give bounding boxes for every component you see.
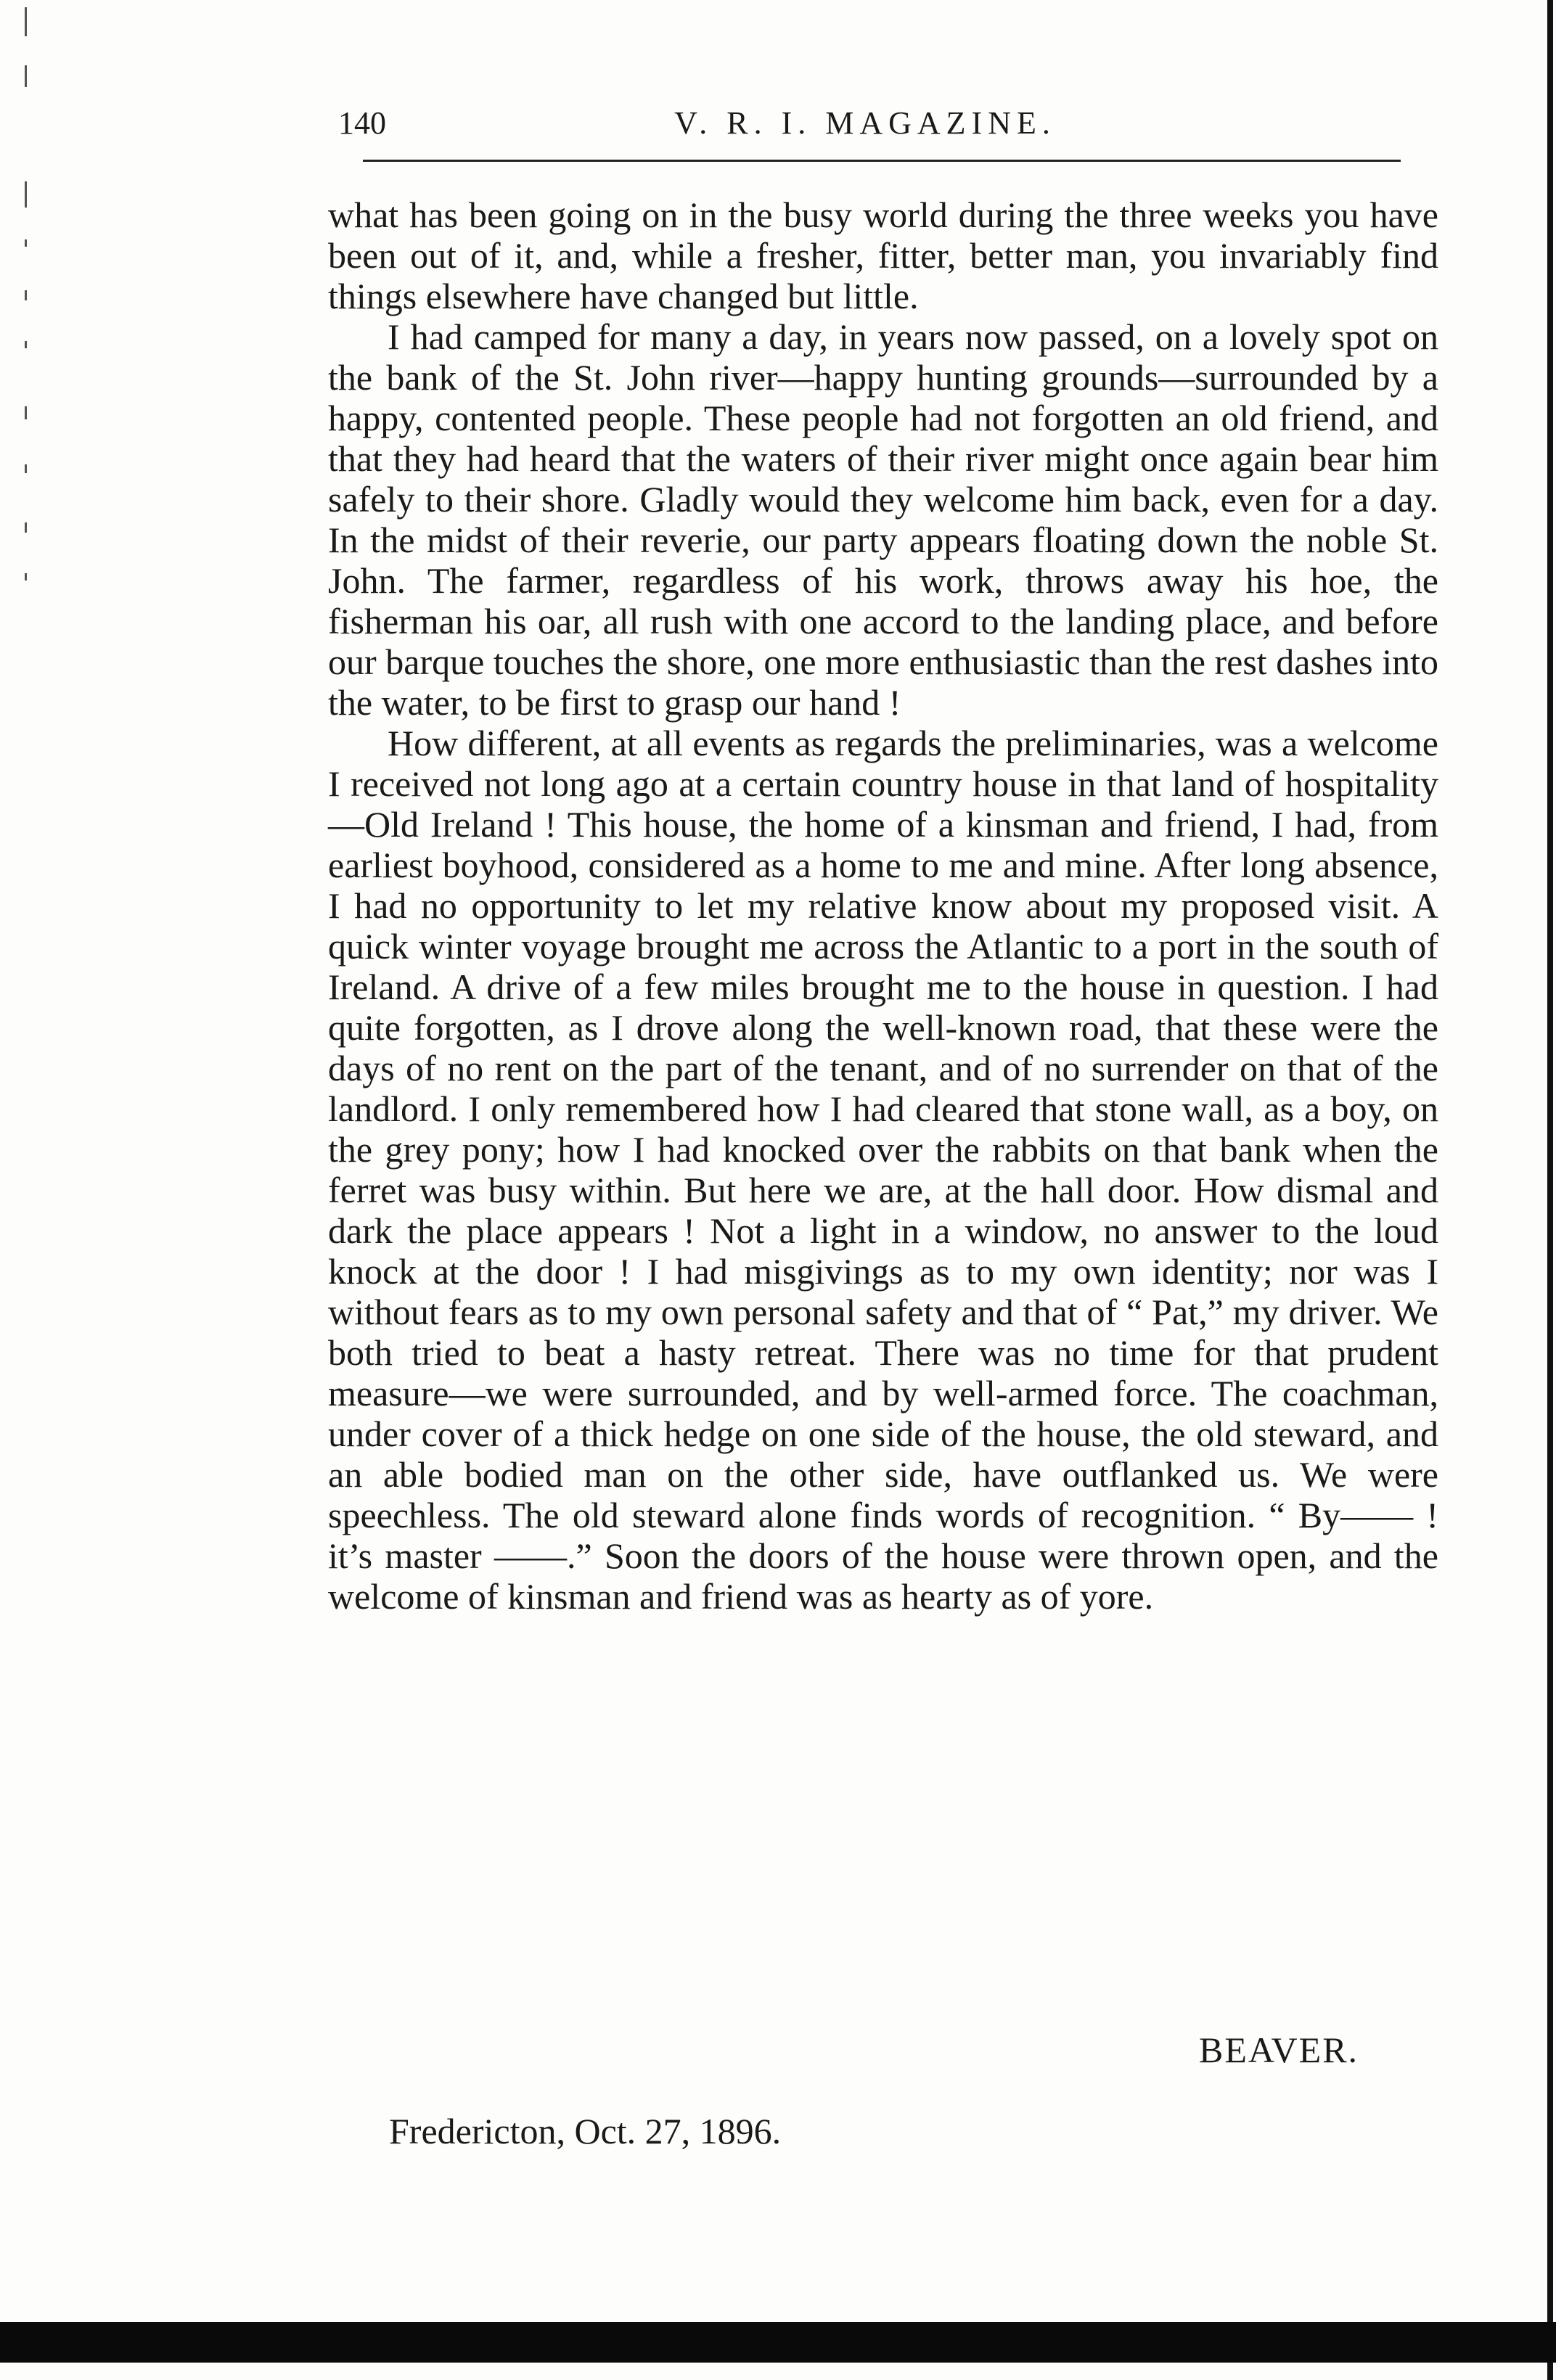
page-number: 140: [338, 105, 386, 141]
running-header: [328, 102, 1402, 160]
dateline: Fredericton, Oct. 27, 1896.: [389, 2111, 782, 2151]
left-margin-marks: [20, 0, 35, 2380]
scan-bottom-border: [0, 2322, 1556, 2363]
article-body: [328, 194, 1438, 1617]
paragraph-continuation: what has been going on in the busy world during the three weeks you have been out of it, and, while a fresher, fitter, better man, you invariably find things elsewhere have changed but little.: [328, 194, 1438, 316]
header-rule: [363, 160, 1401, 162]
magazine-title: V. R. I. MAGAZINE.: [674, 105, 1056, 141]
author-signature: BEAVER.: [1199, 2030, 1359, 2070]
paragraph-ireland: How different, at all events as regards the preliminaries, was a welcome I received not long ago at a certain country house in that land of hospitality—Old Ireland ! This house, the home of a kinsman and friend, I had, from earliest boyhood, considered as a home to me and mine. After long absence, I had no opportunity to let my relative know about my proposed visit. A quick winter voyage brought me across the Atlantic to a port in the south of Ireland. A drive of a few miles brought me to the house in question. I had quite forgotten, as I drove along the well-known road, that these were the days of no rent on the part of the tenant, and of no surrender on that of the landlord. I only remembered how I had cleared that stone wall, as a boy, on the grey pony; how I had knocked over the rabbits on that bank when the ferret was busy within. But here we are, at the hall door. How dismal and dark the place appears ! Not a light in a window, no answer to the loud knock at the door ! I had misgivings as to my own identity; nor was I without fears as to my own personal safety and that of “ Pat,” my driver. We both tried to beat a hasty retreat. There was no time for that prudent measure—we were surrounded, and by well-armed force. The coachman, under cover of a thick hedge on one side of the house, the old steward, and an able bodied man on the other side, have outflanked us. We were speechless. The old steward alone finds words of recognition. “ By—— ! it’s master ——.” Soon the doors of the house were thrown open, and the welcome of kinsman and friend was as hearty as of yore.: [328, 723, 1438, 1617]
paragraph-st-john: I had camped for many a day, in years now passed, on a lovely spot on the bank of the St. John river—happy hunting grounds—surrounded by a happy, contented people. These people had not forgotten an old friend, and that they had heard that the waters of their river might once again bear him safely to their shore. Gladly would they welcome him back, even for a day. In the midst of their reverie, our party appears floating down the noble St. John. The farmer, regardless of his work, throws away his hoe, the fisherman his oar, all rush with one accord to the landing place, and before our barque touches the shore, one more enthusiastic than the rest dashes into the water, to be first to grasp our hand !: [328, 316, 1438, 723]
page-edge-shadow: [1547, 0, 1553, 2380]
